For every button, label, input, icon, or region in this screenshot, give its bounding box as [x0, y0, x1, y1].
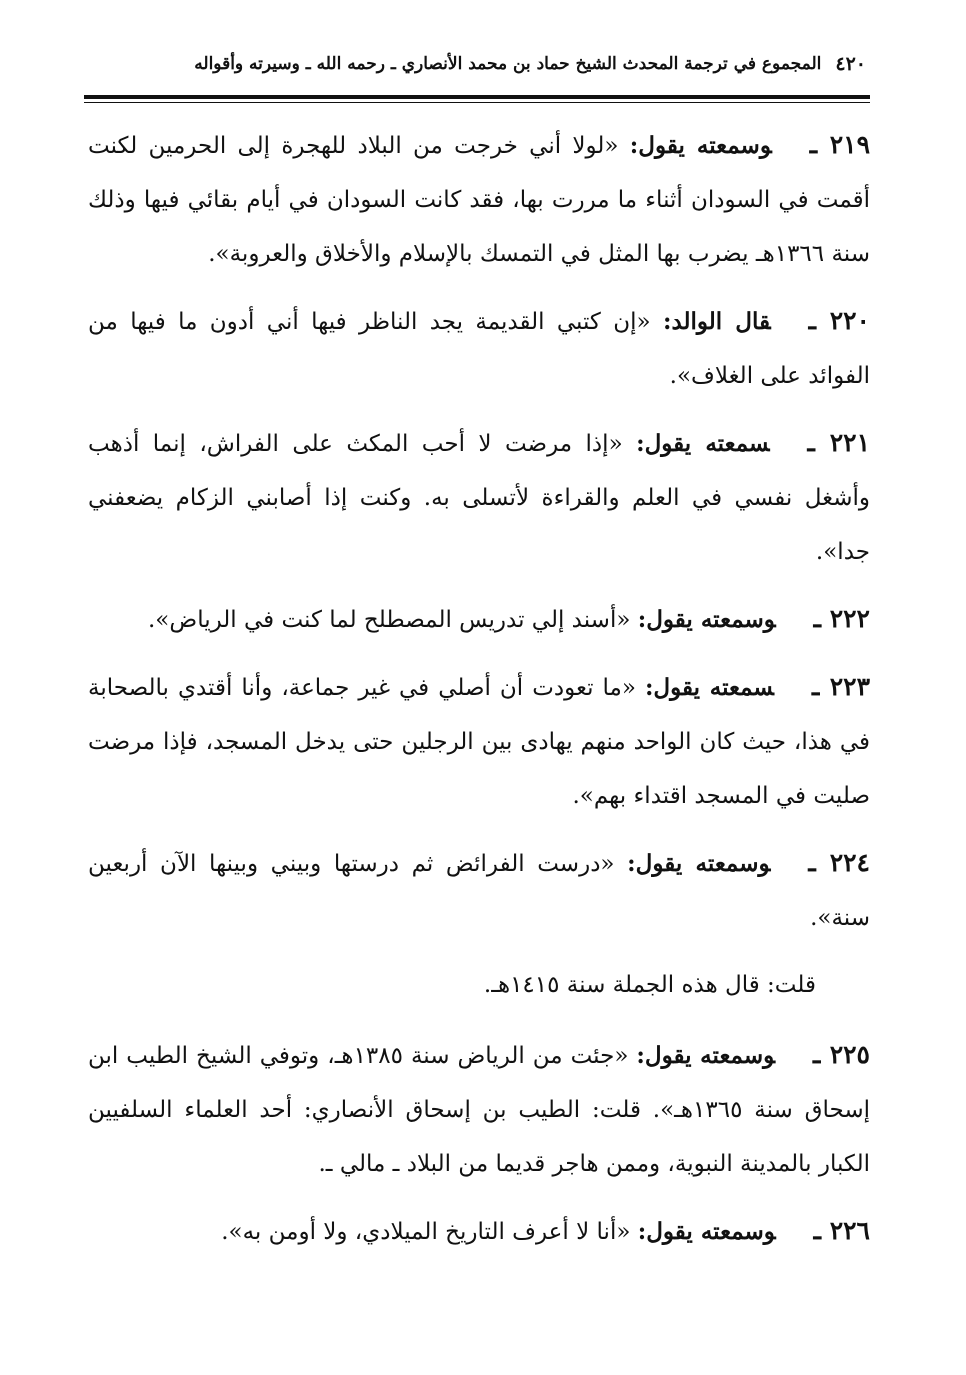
entry-lead: وسمعته يقول: [637, 1218, 776, 1245]
entry-number: ٢٢٦ ـ [813, 1216, 870, 1245]
entry-text: «أسند إلي تدريس المصطلح لما كنت في الرياض». [148, 607, 638, 633]
entry-number: ٢٢٥ ـ [813, 1040, 870, 1069]
entry-225 [88, 1028, 870, 1191]
entry-number: ٢٢١ ـ [807, 428, 871, 457]
entry-text: «أنا لا أعرف التاريخ الميلادي، ولا أومن به». [221, 1219, 638, 1245]
page-number: ٤٢٠ [835, 53, 866, 75]
running-title: المجموع في ترجمة المحدث الشيخ حماد بن محمد الأنصاري ـ رحمه الله ـ وسيرته وأقواله [194, 54, 822, 74]
entry-number: ٢٢٢ ـ [813, 604, 870, 633]
entry-text: «إذا مرضت لا أحب المكث على الفراش، إنما أذهب وأشغل نفسي في العلم والقراءة لأتسلى به. وكنت إذا أصابني الزكام يضعفني جدا». [88, 431, 870, 565]
entry-lead: وسمعته يقول: [627, 850, 771, 877]
entry-220 [88, 294, 870, 403]
entry-lead: وسمعته يقول: [637, 606, 776, 633]
entry-lead: سمعته يقول: [644, 674, 774, 701]
entry-text: «لولا أني خرجت من البلاد للهجرة إلى الحرمين لكنت أقمت في السودان أثناء ما مررت بها، فقد كانت السودان في أيام بقائي فيها وذلك سنة ١٣٦٦هـ يضرب بها المثل في التمسك بالإسلام والأخلاق والعروبة». [88, 133, 870, 267]
entry-222 [88, 592, 870, 647]
entry-number: ٢٢٤ ـ [808, 848, 870, 877]
page-body [88, 118, 870, 1272]
entry-223 [88, 660, 870, 823]
author-note: قلت: قال هذه الجملة سنة ١٤١٥هـ. [483, 972, 816, 998]
entry-lead: قال الوالد: [662, 308, 771, 335]
entry-number: ٢٢٠ ـ [808, 306, 870, 335]
entry-224 [88, 836, 870, 945]
entry-number: ٢٢٣ ـ [811, 672, 871, 701]
running-header [88, 42, 866, 86]
entry-text: «ما تعودت أن أصلي في غير جماعة، وأنا أقتدي بالصحابة في هذا، حيث كان الواحد منهم يهادى بين الرجلين حتى يدخل المسجد، فإذا مرضت صليت في المسجد اقتداء بهم». [88, 675, 870, 809]
entry-text: «درست الفرائض ثم درستها وبيني وبينها الآن أربعين سنة». [88, 851, 870, 931]
entry-number: ٢١٩ ـ [809, 130, 871, 159]
entry-221 [88, 416, 870, 579]
entry-text: «إن كتبي القديمة يجد الناظر فيها أني أدون ما فيها من الفوائد على الغلاف». [88, 309, 870, 389]
entry-text: «جئت من الرياض سنة ١٣٨٥هـ، وتوفي الشيخ الطيب ابن إسحاق سنة ١٣٦٥هـ». قلت: الطيب بن إسحاق الأنصاري: أحد العلماء السلفيين الكبار بالمدينة النبوية، وممن هاجر قديما من البلاد ـ مالي ـ. [88, 1043, 870, 1177]
entry-lead: وسمعته يقول: [636, 1042, 775, 1069]
entry-lead: وسمعته يقول: [629, 132, 772, 159]
entry-lead: سمعته يقول: [636, 430, 770, 457]
header-rule [84, 95, 870, 99]
header-rule-thin [84, 102, 870, 103]
entry-226 [88, 1204, 870, 1259]
entry-219 [88, 118, 870, 281]
